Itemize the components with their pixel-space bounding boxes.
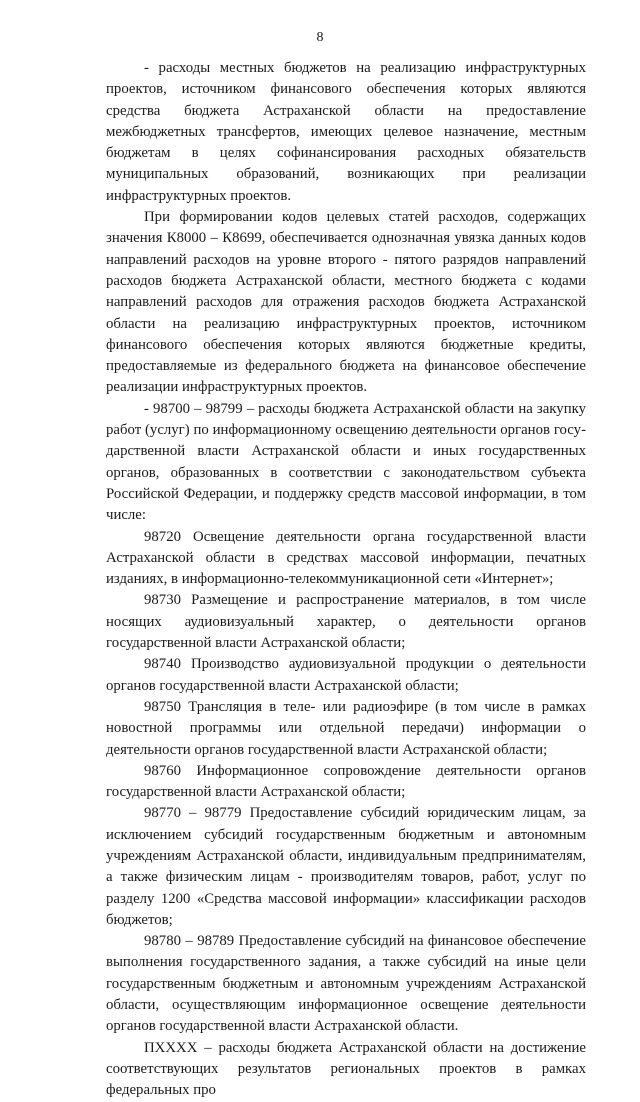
document-body (106, 58, 586, 1102)
paragraph: - 98700 – 98799 – расходы бюджета Астраханской области на закупку работ (услуг) по информационному освещению деятельности органов государственной власти Астраханской области и иных государственных органов, образованных в соответствии с законодательством субъекта Российской Федерации, и поддержку средств массовой информации, в том числе: (106, 400, 586, 524)
paragraph: 98780 – 98789 Предоставление субсидий на финансовое обеспечение выполнения государственного задания, а также субсидий на иные цели государственным бюджетным и автономным учреждениям Астраханской области, осуществляющим информационное освещение деятельности органов государственной власти Астраханской области. (106, 933, 586, 1035)
paragraph: 98720 Освещение деятельности органа государственной власти Астраханской области в средствах массовой информации, печатных изданиях, в информационно-телекоммуникационной сети «Интернет»; (106, 528, 586, 588)
paragraph: 98730 Размещение и распространение материалов, в том числе носящих аудиовизуальный характер, о деятельности органов государственной власти Астраханской области; (106, 592, 586, 652)
paragraph: - расходы местных бюджетов на реализацию инфраструктурных проектов, источником финансового обеспечения которых являются средства бюджета Астраханской области на предоставление межбюджетных трансфертов, имеющих целевое назначение, местным бюджетам в целях софинансирования расходных обязательств муниципальных образований, возникающих при реализации инфраструктурных проектов. (106, 60, 586, 204)
paragraph: 98750 Трансляция в теле- или радиоэфире (в том числе в рамках новостной программы или отдельной передачи) информации о деятельности органов государственной власти Астраханской области; (106, 698, 586, 758)
paragraph: 98760 Информационное сопровождение деятельности органов государственной власти Астраханской области; (106, 762, 586, 801)
page-number: 8 (316, 30, 324, 45)
paragraph: При формировании кодов целевых статей расходов, содержащих значения К8000 – К8699, обеспечивается однозначная увязка данных кодов направлений расходов на уровне второго - пятого разрядов направлений расходов бюджета Астраханской области, местного бюджета с кодами направлений расходов для отражения расходов бюджета Астраханской области на реализацию инфраструктурных проектов, источником финансового обеспечения которых являются бюджетные кредиты, предоставляемые из федерального бюджета на финансовое обеспечение реализации инфраструктурных проектов. (106, 209, 586, 396)
paragraph: ПХХХХ – расходы бюджета Астраханской области на достижение соответствующих результатов региональных проектов в рамках федеральных про (106, 1039, 586, 1099)
paragraph: 98740 Производство аудиовизуальной продукции о деятельности органов государственной власти Астраханской области; (106, 656, 586, 694)
paragraph: 98770 – 98779 Предоставление субсидий юридическим лицам, за исключением субсидий государственным бюджетным и автономным учреждениям Астраханской области, индивидуальным предпринимателям, а также физическим лицам - производителям товаров, работ, услуг по разделу 1200 «Средства массовой информации» классификации расходов бюджетов; (106, 805, 586, 928)
